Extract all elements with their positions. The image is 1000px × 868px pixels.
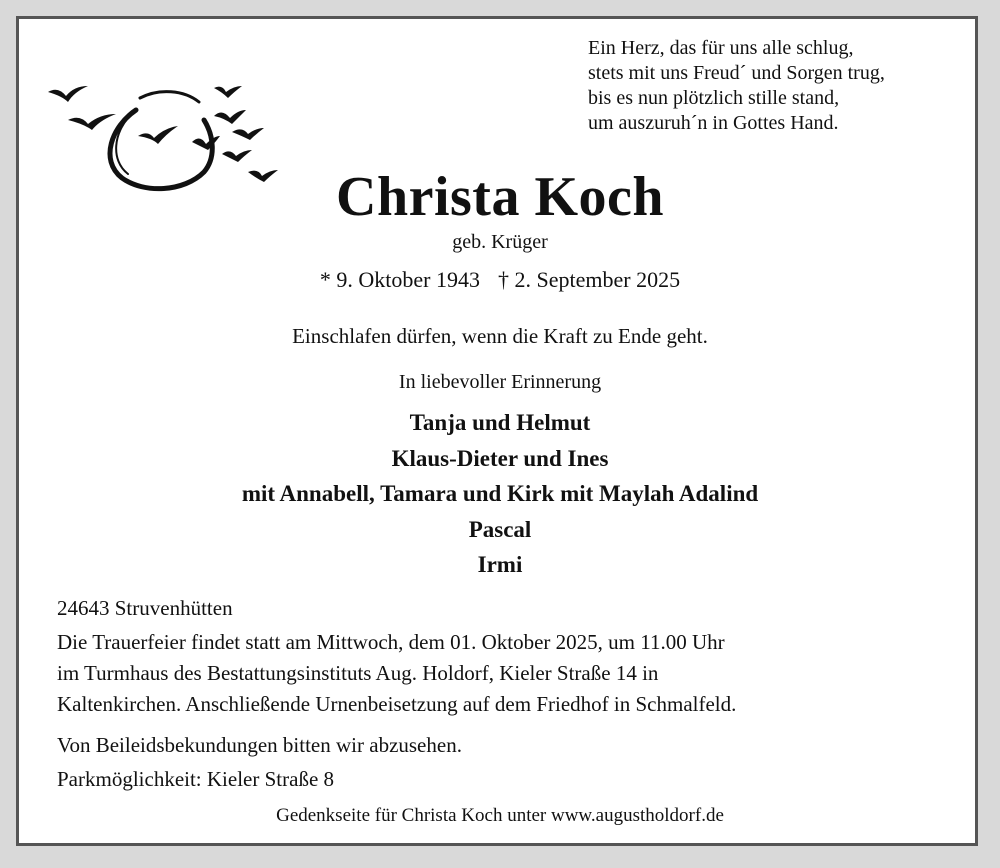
poem-line: Ein Herz, das für uns alle schlug, <box>588 37 854 59</box>
location-text: 24643 Struvenhütten <box>57 596 233 620</box>
poem-line: stets mit uns Freud´ und Sorgen trug, <box>588 62 885 84</box>
life-dates <box>0 266 1000 294</box>
mourner-name: Tanja und Helmut <box>409 410 591 435</box>
ceremony-line: im Turmhaus des Bestattungsinstituts Aug. Holdorf, Kieler Straße 14 in <box>57 661 659 685</box>
condolence-text: Von Beileidsbekundungen bitten wir abzusehen. <box>57 733 462 757</box>
ceremony-info <box>57 627 957 720</box>
birth-date: * 9. Oktober 1943 <box>319 267 480 292</box>
mourner-name: mit Annabell, Tamara und Kirk mit Maylah Adalind <box>241 481 759 506</box>
deceased-name: Christa Koch <box>336 166 664 228</box>
condolence-note <box>57 730 957 761</box>
ceremony-line: Kaltenkirchen. Anschließende Urnenbeisetzung auf dem Friedhof in Schmalfeld. <box>57 692 737 716</box>
mourner-name: Pascal <box>468 516 532 542</box>
memorial-page-note: Gedenkseite für Christa Koch unter www.augustholdorf.de <box>276 805 724 826</box>
poem-line: um auszuruh´n in Gottes Hand. <box>588 112 839 134</box>
death-date: † 2. September 2025 <box>498 267 681 292</box>
parking-text: Parkmöglichkeit: Kieler Straße 8 <box>57 767 335 791</box>
mourner-name: Irmi <box>477 552 523 577</box>
poem <box>588 36 968 136</box>
mourners-list <box>0 405 1000 583</box>
ceremony-line: Die Trauerfeier findet statt am Mittwoch, dem 01. Oktober 2025, um 11.00 Uhr <box>57 630 725 654</box>
parking-info <box>57 764 957 795</box>
mourner-name: Klaus-Dieter und Ines <box>391 445 609 471</box>
quote: Einschlafen dürfen, wenn die Kraft zu Ende geht. <box>292 324 708 348</box>
memory-line: In liebevoller Erinnerung <box>398 371 602 393</box>
poem-line: bis es nun plötzlich stille stand, <box>588 87 840 109</box>
location <box>57 593 957 624</box>
maiden-name: geb. Krüger <box>452 231 548 253</box>
